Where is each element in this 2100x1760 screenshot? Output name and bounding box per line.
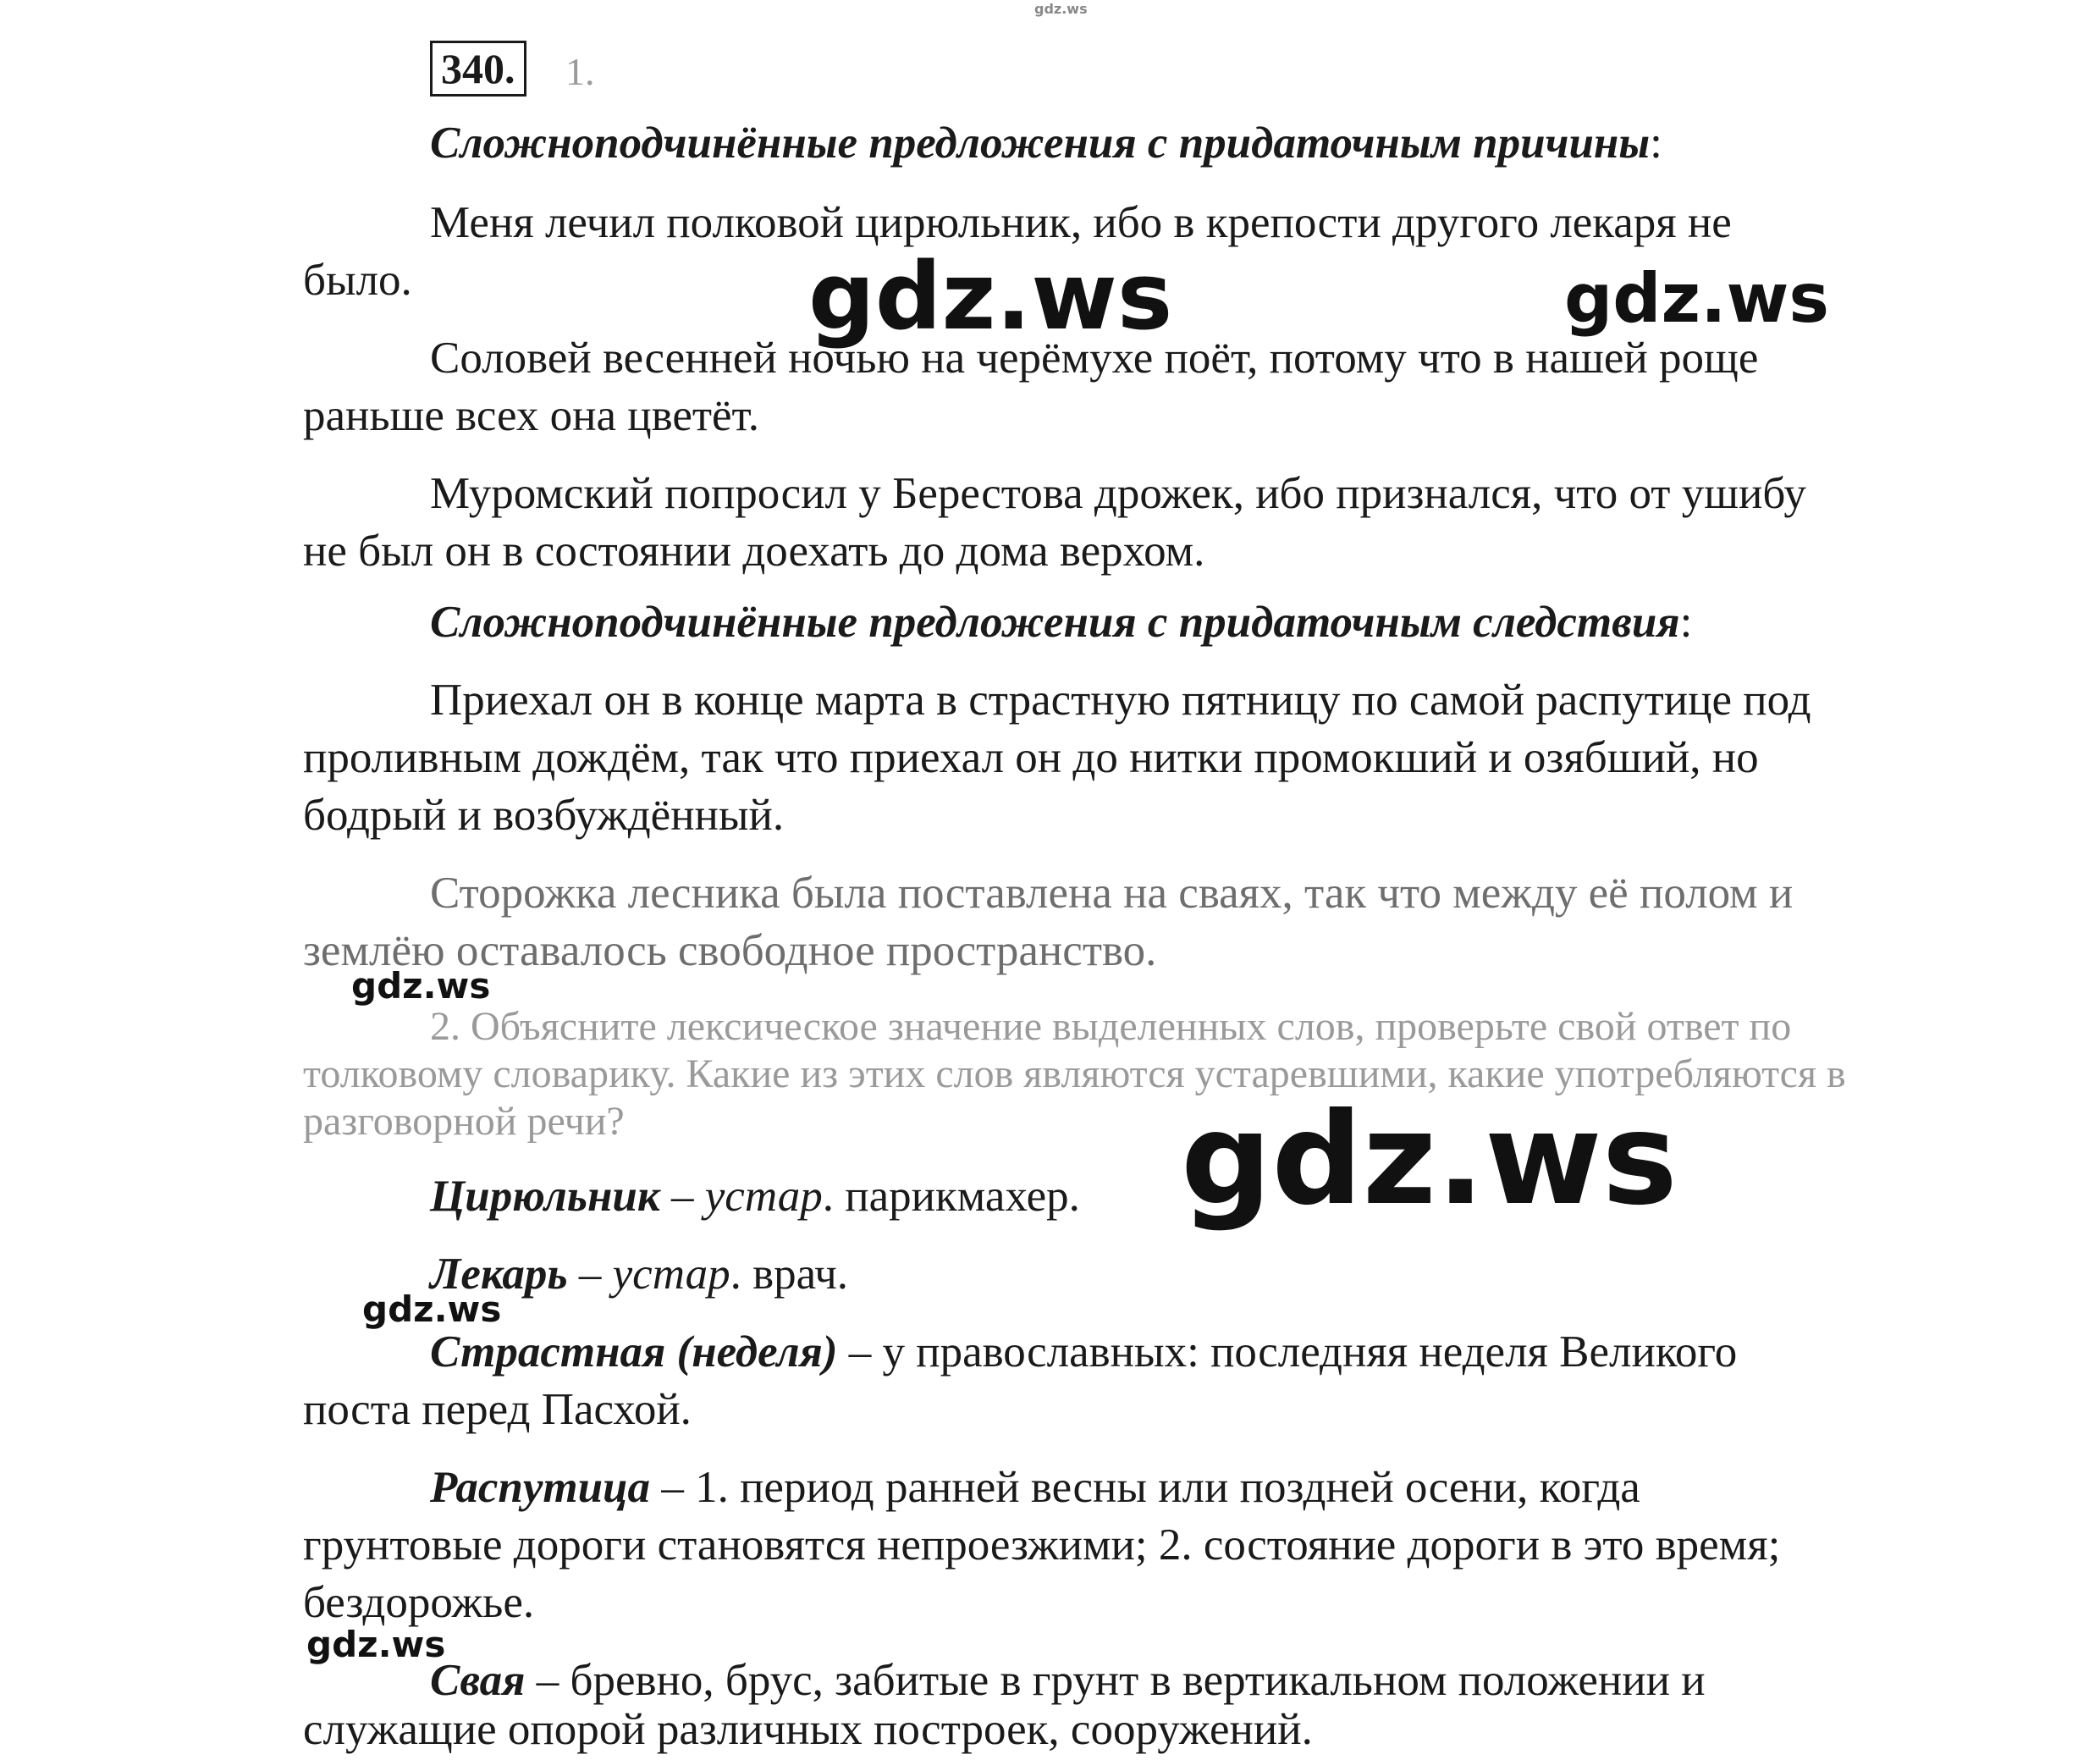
- sentence-line: Меня лечил полковой цирюльник, ибо в крепости другого лекаря не: [430, 198, 1732, 247]
- definition-dash: –: [567, 1250, 613, 1299]
- sentence-line: Соловей весенней ночью на черёмухе поёт, потому что в нашей роще: [430, 334, 1759, 383]
- sentence-line: было.: [303, 256, 412, 305]
- sentence-line: Сторожка лесника была поставлена на сваях, так что между её полом и: [430, 869, 1794, 918]
- definition-continuation: поста перед Пасхой.: [303, 1385, 692, 1434]
- sentence-line: землёю оставалось свободное пространство.: [303, 926, 1157, 975]
- definition-continuation: бездорожье.: [303, 1578, 535, 1627]
- definition-text: 1. период ранней весны или поздней осени, когда: [695, 1463, 1640, 1512]
- watermark: gdz.ws: [1181, 1086, 1678, 1233]
- definition-item: [430, 1652, 1706, 1708]
- section2-heading-text: Сложноподчинённые предложения с придаточным следствия: [430, 598, 1680, 647]
- definition-term: Свая: [430, 1656, 526, 1705]
- definition-text: бревно, брус, забитые в грунт в вертикальном положении и: [570, 1656, 1706, 1705]
- definition-term: Цирюльник: [430, 1172, 660, 1221]
- section1-heading-colon: :: [1650, 119, 1662, 168]
- definition-dash: –: [837, 1327, 883, 1377]
- definition-dash: –: [525, 1656, 570, 1705]
- definition-item: [430, 1324, 1737, 1380]
- definition-continuation: служащие опорой различных построек, сооружений.: [303, 1705, 1313, 1754]
- sentence-line: Приехал он в конце марта в страстную пятницу по самой распутице под: [430, 676, 1811, 725]
- task2-line: разговорной речи?: [303, 1099, 625, 1144]
- definition-term: Страстная (неделя): [430, 1327, 838, 1377]
- sentence-line: Муромский попросил у Берестова дрожек, ибо признался, что от ушибу: [430, 469, 1806, 518]
- sentence-line: раньше всех она цветёт.: [303, 391, 759, 440]
- section1-heading: [430, 115, 1662, 171]
- definition-mark: устар: [612, 1250, 730, 1299]
- watermark: gdz.ws: [306, 1624, 446, 1665]
- sentence-line: не был он в состоянии доехать до дома верхом.: [303, 527, 1205, 576]
- definition-item: [430, 1459, 1640, 1515]
- definition-dash: –: [650, 1463, 696, 1512]
- definition-term: Лекарь: [430, 1250, 568, 1299]
- watermark-top: gdz.ws: [1034, 1, 1088, 17]
- definition-mark: устар: [704, 1172, 823, 1221]
- section2-heading-colon: :: [1679, 598, 1693, 647]
- watermark: gdz.ws: [362, 1288, 502, 1330]
- sentence-line: бодрый и возбуждённый.: [303, 791, 785, 840]
- definition-continuation: грунтовые дороги становятся непроезжими; 2. состояние дороги в это время;: [303, 1520, 1781, 1570]
- definition-text: . парикмахер.: [822, 1172, 1080, 1221]
- definition-item: [430, 1168, 1080, 1224]
- section2-heading: [430, 594, 1692, 650]
- task2-line: 2. Объясните лексическое значение выделенных слов, проверьте свой ответ по: [430, 1004, 1792, 1049]
- watermark: gdz.ws: [808, 242, 1173, 350]
- watermark: gdz.ws: [351, 965, 491, 1007]
- exercise-number: 340.: [430, 41, 526, 97]
- definition-text: у православных: последняя неделя Великого: [882, 1327, 1738, 1377]
- definition-term: Распутица: [430, 1463, 651, 1512]
- section1-heading-text: Сложноподчинённые предложения с придаточным причины: [430, 119, 1651, 168]
- part-label: 1.: [565, 50, 595, 93]
- definition-dash: –: [659, 1172, 705, 1221]
- definition-text: . врач.: [730, 1250, 848, 1299]
- task2-line: толковому словарику. Какие из этих слов являются устаревшими, какие употребляются в: [303, 1051, 1846, 1096]
- sentence-line: проливным дождём, так что приехал он до нитки промокший и озябший, но: [303, 733, 1759, 782]
- watermark: gdz.ws: [1564, 259, 1830, 338]
